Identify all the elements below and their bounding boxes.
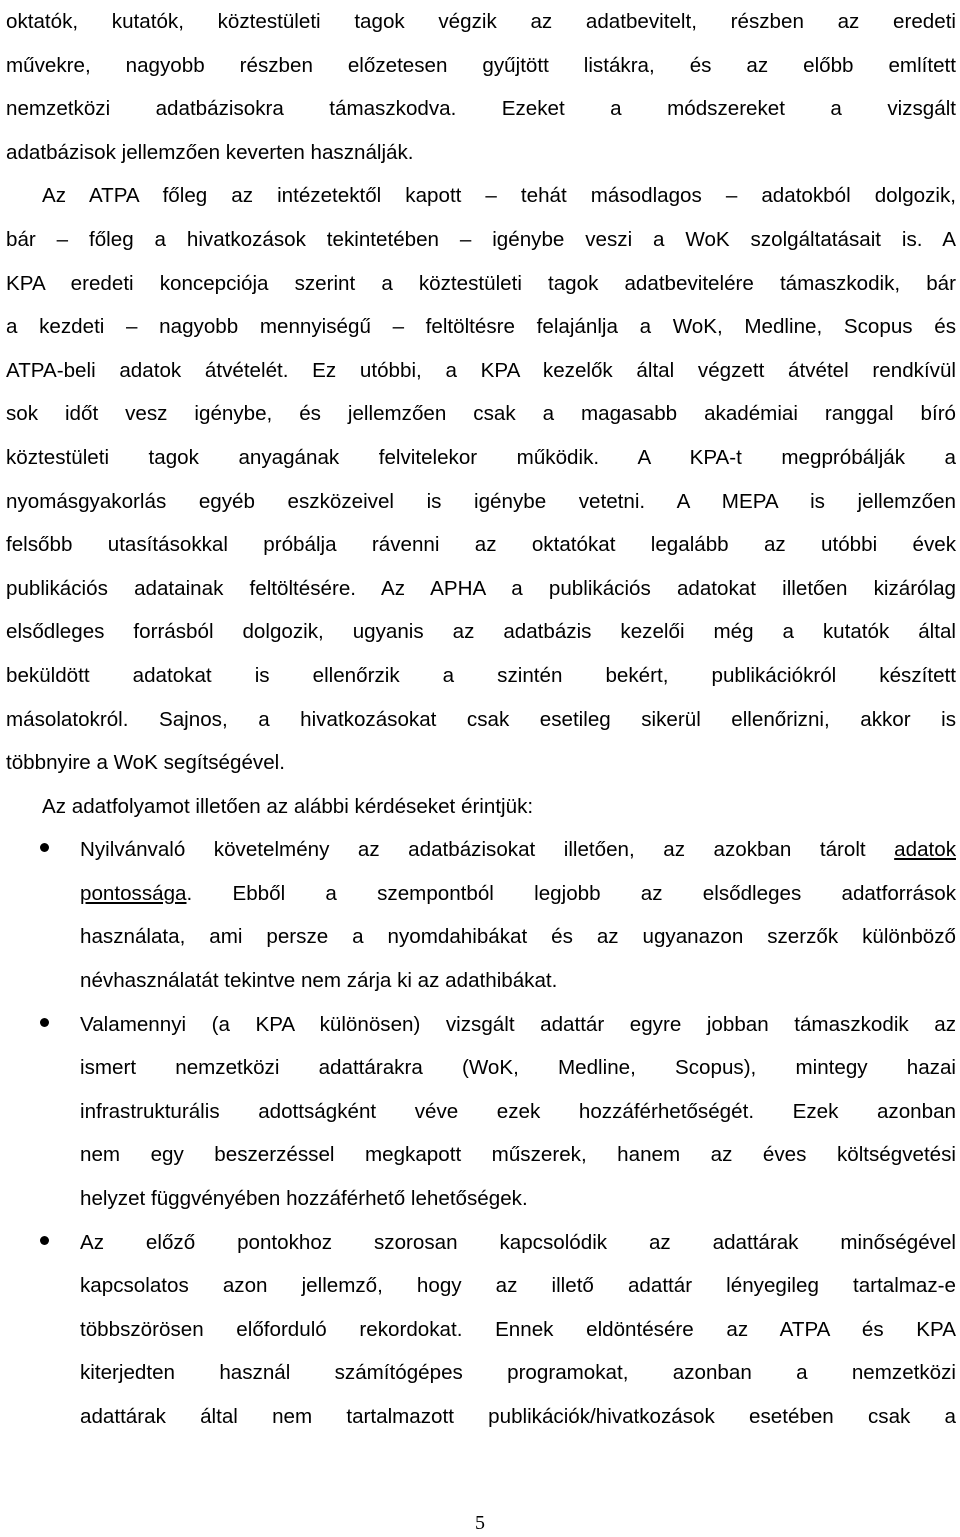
text-line: többnyire a WoK segítségével. (6, 751, 285, 775)
text-line: a kezdeti – nagyobb mennyiségű – feltöltésre felajánlja a WoK, Medline, Scopus és (6, 315, 956, 339)
text-line: ATPA-beli adatok átvételét. Ez utóbbi, a KPA kezelők által végzett átvétel rendkívül (6, 358, 956, 382)
bullet-list (6, 828, 956, 1438)
text-line: beküldött adatokat is ellenőrzik a szintén bekért, publikációkról készített (6, 663, 956, 687)
text-line (80, 872, 956, 916)
text-line: publikációs adatainak feltöltésére. Az APHA a publikációs adatokat illetően kizárólag (6, 576, 956, 600)
text-line: Az adatfolyamot illetően az alábbi kérdéseket érintjük: (42, 794, 534, 818)
underlined-term: adatok (894, 838, 956, 862)
text-line: adattárak által nem tartalmazott publikációk/hivatkozások esetében csak a (80, 1405, 956, 1428)
text-line: ismert nemzetközi adattárakra (WoK, Medline, Scopus), mintegy hazai (80, 1056, 956, 1080)
paragraph-databases (6, 174, 956, 784)
text-span: . Ebből a szempontból legjobb az elsődleges adatforrások (186, 881, 956, 905)
bullet-icon (40, 1018, 49, 1027)
paragraph-dataflow-intro (6, 785, 956, 829)
list-item (6, 828, 956, 1002)
list-item (6, 1221, 956, 1439)
text-line: köztestületi tagok anyagának felvitelekor működik. A KPA-t megpróbálják a (6, 445, 956, 469)
text-line: többszörösen előforduló rekordokat. Ennek eldöntésére az ATPA és KPA (80, 1317, 956, 1341)
text-line: sok időt vesz igénybe, és jellemzően csak a magasabb akadémiai ranggal bíró (6, 402, 956, 426)
bullet-icon (40, 1236, 49, 1245)
underlined-term: pontossága (80, 881, 187, 905)
text-line: elsődleges forrásból dolgozik, ugyanis az adatbázis kezelői még a kutatók által (6, 620, 956, 644)
text-line: használata, ami persze a nyomdahibákat és az ugyanazon szerzők különböző (80, 925, 956, 949)
bullet-icon (40, 843, 49, 852)
text-span: Nyilvánvaló követelmény az adatbázisokat illetően, az azokban tárolt (80, 838, 866, 862)
text-line: Az előző pontokhoz szorosan kapcsolódik az adattárak minőségével (80, 1230, 956, 1254)
text-line: oktatók, kutatók, köztestületi tagok végzik az adatbevitelt, részben az eredeti (6, 10, 956, 33)
text-line: helyzet függvényében hozzáférhető lehetőségek. (80, 1187, 528, 1211)
text-line: nem egy beszerzéssel megkapott műszerek, hanem az éves költségvetési (80, 1143, 956, 1167)
text-line: kiterjedten használ számítógépes programokat, azonban a nemzetközi (80, 1361, 956, 1385)
text-line: másolatokról. Sajnos, a hivatkozásokat csak esetileg sikerül ellenőrizni, akkor is (6, 707, 956, 731)
text-line: infrastrukturális adottságként véve ezek hozzáférhetőségét. Ezek azonban (80, 1099, 956, 1123)
text-line: bár – főleg a hivatkozások tekintetében – igénybe veszi a WoK szolgáltatásait is. A (6, 227, 956, 251)
text-line: nemzetközi adatbázisokra támaszkodva. Ezeket a módszereket a vizsgált (6, 97, 956, 121)
paragraph-intro (6, 0, 956, 174)
text-line: adatbázisok jellemzően keverten használják. (6, 140, 414, 164)
text-line: kapcsolatos azon jellemző, hogy az illető adattár lényegileg tartalmaz-e (80, 1274, 956, 1298)
text-line: művekre, nagyobb részben előzetesen gyűjtött listákra, és az előbb említett (6, 53, 956, 77)
text-line: felsőbb utasításokkal próbálja rávenni az oktatókat legalább az utóbbi évek (6, 533, 956, 557)
page-number: 5 (475, 1512, 485, 1534)
text-line: névhasználatát tekintve nem zárja ki az adathibákat. (80, 969, 558, 993)
text-line: Valamennyi (a KPA különösen) vizsgált adattár egyre jobban támaszkodik az (80, 1012, 956, 1036)
text-line: nyomásgyakorlás egyéb eszközeivel is igénybe vetetni. A MEPA is jellemzően (6, 489, 956, 513)
text-line (80, 828, 956, 872)
text-line: KPA eredeti koncepciója szerint a köztestületi tagok adatbevitelére támaszkodik, bár (6, 271, 956, 295)
document-page (6, 0, 956, 1439)
text-line: Az ATPA főleg az intézetektől kapott – tehát másodlagos – adatokból dolgozik, (42, 184, 956, 208)
list-item (6, 1003, 956, 1221)
